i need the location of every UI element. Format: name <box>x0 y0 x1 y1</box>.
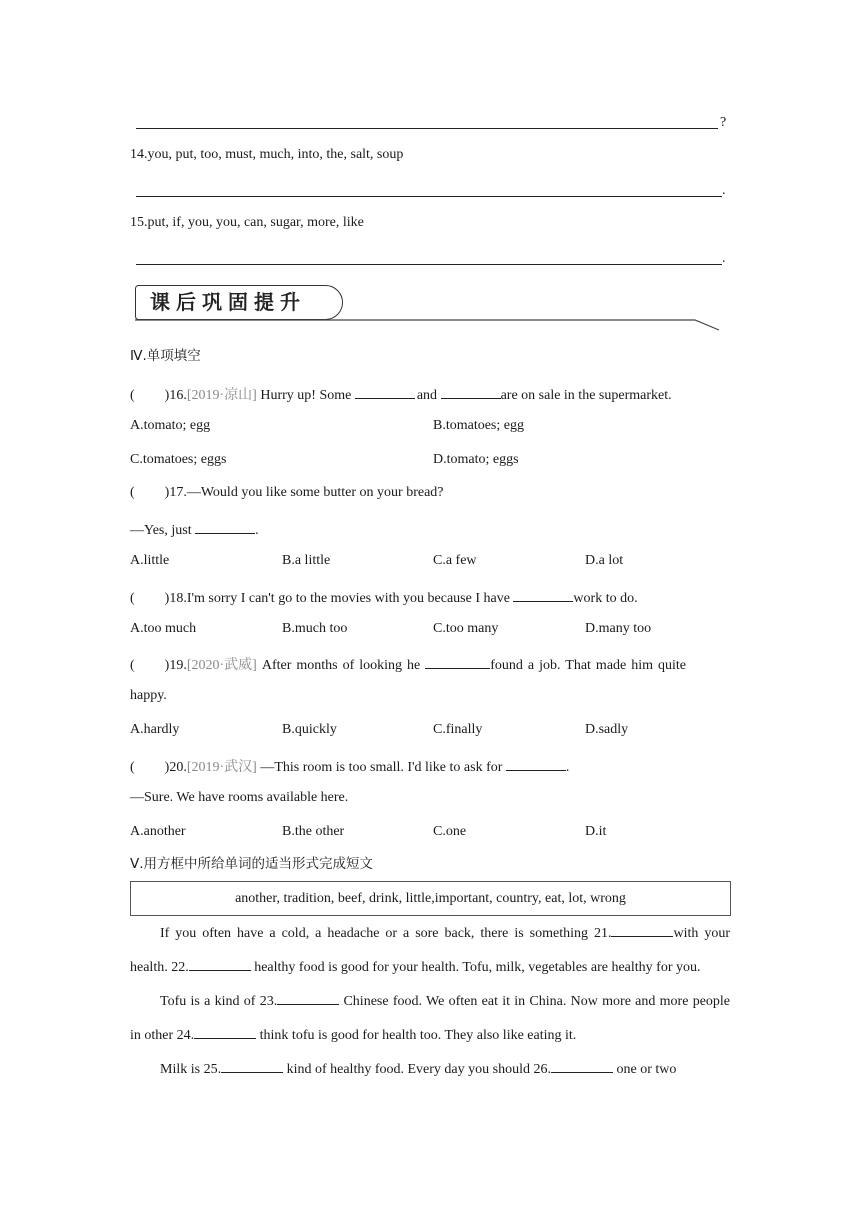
blank-25[interactable] <box>221 1059 283 1073</box>
question-16 <box>130 385 672 403</box>
question-20-line2: —Sure. We have rooms available here. <box>130 790 349 805</box>
passage-paragraph-3 <box>130 1053 730 1087</box>
question-18-text-a: I'm sorry I can't go to the movies with you because I have <box>186 591 514 606</box>
option-19a[interactable]: A.hardly <box>130 722 180 737</box>
section-banner-title: 课后巩固提升 <box>150 290 306 314</box>
option-17d[interactable]: D.a lot <box>585 553 624 568</box>
answer-line-14-end: . <box>722 183 726 198</box>
option-18a[interactable]: A.too much <box>130 621 197 636</box>
question-source-19: [2020·武威] <box>186 658 257 673</box>
answer-line-14[interactable] <box>136 196 722 197</box>
question-17-text-b: —Yes, just <box>130 523 196 538</box>
blank-19[interactable] <box>425 655 490 669</box>
question-20-end: . <box>565 760 570 775</box>
question-19-line2: happy. <box>130 688 167 703</box>
question-number-16: )16. <box>164 388 187 403</box>
question-number-20: )20. <box>164 760 187 775</box>
passage-text: If you often have a cold, a headache or a sore back, there is something 21. <box>160 926 612 941</box>
answer-line-13[interactable] <box>136 128 718 129</box>
option-17c[interactable]: C.a few <box>433 553 477 568</box>
option-20d[interactable]: D.it <box>585 824 607 839</box>
question-number-17: )17. <box>164 485 187 500</box>
option-20a[interactable]: A.another <box>130 824 186 839</box>
question-source-16: [2019·凉山] <box>186 388 257 403</box>
question-number-19: )19. <box>164 658 187 673</box>
answer-paren-open: ( <box>130 485 135 500</box>
option-19b[interactable]: B.quickly <box>282 722 337 737</box>
answer-paren-open: ( <box>130 388 135 403</box>
blank-22[interactable] <box>189 957 251 971</box>
passage-text: Tofu is a kind of 23. <box>160 994 278 1009</box>
answer-paren-open: ( <box>130 760 135 775</box>
answer-line-15[interactable] <box>136 264 722 265</box>
question-20-text-a: —This room is too small. I'd like to ask for <box>256 760 506 775</box>
option-19d[interactable]: D.sadly <box>585 722 629 737</box>
word-box: another, tradition, beef, drink, little,important, country, eat, lot, wrong <box>130 881 731 916</box>
blank-24[interactable] <box>194 1025 256 1039</box>
option-18b[interactable]: B.much too <box>282 621 348 636</box>
blank-23[interactable] <box>277 991 339 1005</box>
blank-16b[interactable] <box>441 385 501 399</box>
question-19 <box>130 655 686 673</box>
question-17 <box>130 486 444 500</box>
option-16a[interactable]: A.tomato; egg <box>130 418 211 433</box>
option-17a[interactable]: A.little <box>130 553 170 568</box>
passage <box>130 917 730 1087</box>
question-14-prompt: 14.you, put, too, must, much, into, the, salt, soup <box>130 147 404 162</box>
question-15-prompt: 15.put, if, you, you, can, sugar, more, like <box>130 215 364 230</box>
option-16d[interactable]: D.tomato; eggs <box>433 452 519 467</box>
passage-text: one or two <box>612 1062 677 1077</box>
passage-paragraph-1 <box>130 917 730 985</box>
question-16-text-a: Hurry up! Some <box>256 388 355 403</box>
option-20b[interactable]: B.the other <box>282 824 345 839</box>
blank-17[interactable] <box>195 520 255 534</box>
option-17b[interactable]: B.a little <box>282 553 331 568</box>
answer-paren-open: ( <box>130 658 135 673</box>
question-19-text-b: found a job. That made him quite <box>490 658 687 673</box>
passage-paragraph-2 <box>130 985 730 1053</box>
passage-text: kind of healthy food. Every day you should 26. <box>283 1062 551 1077</box>
question-source-20: [2019·武汉] <box>186 760 257 775</box>
passage-text: healthy food is good for your health. Tofu, milk, vegetables are healthy for you. <box>250 960 701 975</box>
question-number-18: )18. <box>164 591 187 606</box>
question-20 <box>130 757 569 775</box>
option-19c[interactable]: C.finally <box>433 722 483 737</box>
question-17-line2 <box>130 520 259 538</box>
blank-16a[interactable] <box>355 385 415 399</box>
section-5-heading: Ⅴ.用方框中所给单词的适当形式完成短文 <box>130 856 374 872</box>
option-18c[interactable]: C.too many <box>433 621 499 636</box>
question-17-text-a: —Would you like some butter on your bread? <box>186 485 444 500</box>
passage-text: think tofu is good for health too. They also like eating it. <box>256 1028 577 1043</box>
blank-18[interactable] <box>513 588 573 602</box>
option-18d[interactable]: D.many too <box>585 621 652 636</box>
passage-text: Chinese food. We often eat it in China. Now more and more people in other 24. <box>130 994 731 1043</box>
question-18 <box>130 588 638 606</box>
answer-line-13-end: ? <box>720 115 727 130</box>
blank-26[interactable] <box>551 1059 613 1073</box>
blank-21[interactable] <box>611 923 673 937</box>
question-19-text-a: After months of looking he <box>256 658 426 673</box>
passage-text: Milk is 25. <box>160 1062 222 1077</box>
passage-text: with your health. 22. <box>130 926 730 975</box>
question-17-end: . <box>255 523 259 538</box>
answer-line-15-end: . <box>722 251 726 266</box>
section-4-heading: Ⅳ.单项填空 <box>130 348 201 364</box>
banner-underline <box>135 316 725 332</box>
question-16-text-b: and <box>416 388 441 403</box>
option-16c[interactable]: C.tomatoes; eggs <box>130 452 227 467</box>
question-18-text-b: work to do. <box>573 591 638 606</box>
answer-paren-open: ( <box>130 591 135 606</box>
blank-20[interactable] <box>506 757 566 771</box>
option-16b[interactable]: B.tomatoes; egg <box>433 418 524 433</box>
option-20c[interactable]: C.one <box>433 824 467 839</box>
question-16-text-c: are on sale in the supermarket. <box>500 388 672 403</box>
